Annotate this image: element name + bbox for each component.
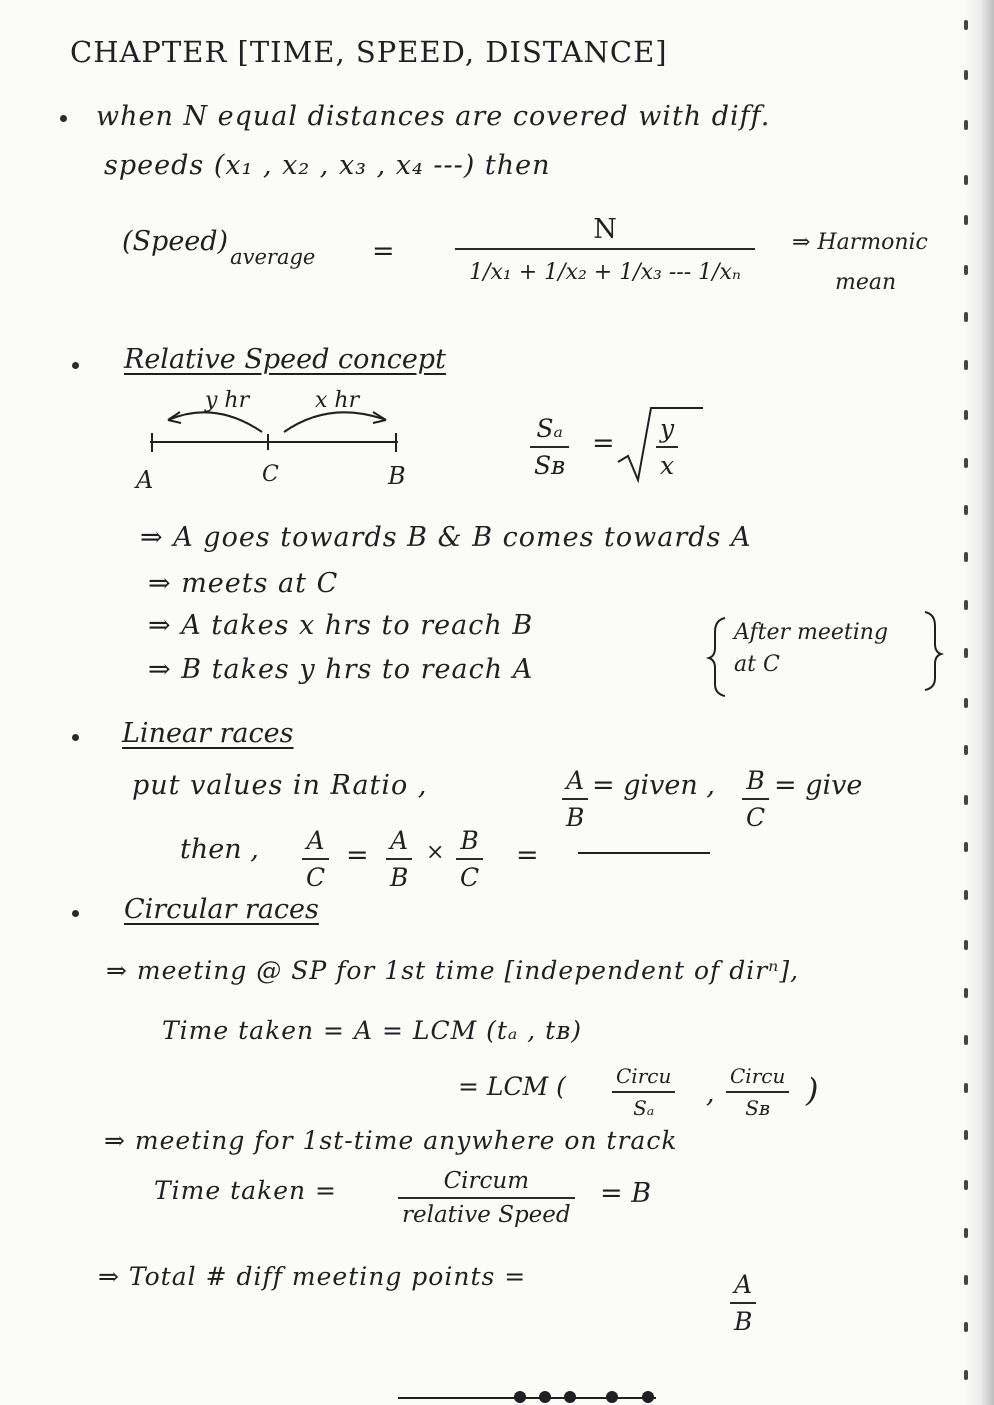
bottom-dot-4 (606, 1391, 618, 1403)
circum-num: Circum (443, 1168, 530, 1194)
circular-races-title: Circular races (124, 894, 319, 925)
arrow-left-curve (168, 412, 262, 432)
circum-relative-fraction (398, 1168, 575, 1228)
product-ratio-b-c (456, 826, 483, 892)
binding-holes (962, 0, 970, 1405)
speed-label: (Speed) (122, 226, 229, 257)
ratio-a-b-given: = given , (592, 770, 715, 801)
lcm-comma: , (706, 1078, 715, 1109)
time-taken-2: Time taken = (154, 1176, 338, 1205)
speed-ratio-equals: = (592, 428, 615, 459)
ratio-b-c-den: C (746, 803, 766, 832)
root-denominator: x (660, 451, 675, 480)
total-meeting-points: ⇒ Total # diff meeting points = (98, 1262, 527, 1291)
product-ab-den: B (390, 863, 409, 892)
bullet-circular (72, 910, 79, 917)
root-fraction (656, 414, 678, 480)
speed-ratio-denominator: Sʙ (534, 451, 566, 480)
relative-line-2: ⇒ meets at C (148, 568, 339, 599)
speed-ratio-fraction (530, 414, 569, 480)
bottom-dot-5 (642, 1391, 654, 1403)
linear-eq2: = (516, 840, 539, 871)
average-subscript: average (230, 245, 316, 269)
chapter-heading: CHAPTER [TIME, SPEED, DISTANCE] (70, 35, 668, 69)
harmonic-equals: = (372, 236, 395, 267)
linear-races-title: Linear races (122, 718, 294, 749)
lcm-suffix: ) (806, 1071, 819, 1109)
linear-eq1: = (346, 840, 369, 871)
relative-line-1: ⇒ A goes towards B & B comes towards A (140, 522, 752, 553)
bracket-line-2: at C (734, 652, 780, 677)
target-num: A (306, 826, 325, 855)
target-den: C (306, 863, 326, 892)
product-ab-num: A (390, 826, 409, 855)
bottom-dot-2 (539, 1391, 551, 1403)
total-ratio-den: B (734, 1307, 753, 1336)
circu-sb-den: Sʙ (745, 1096, 771, 1120)
right-bracket-close (925, 612, 941, 690)
meeting-anywhere-line: ⇒ meeting for 1st-time anywhere on track (104, 1126, 678, 1155)
bullet-linear (72, 734, 79, 741)
equals-b: = B (600, 1178, 652, 1209)
circu-sa-fraction (612, 1064, 675, 1120)
ratio-b-c-num: B (746, 766, 765, 795)
harmonic-numerator: N (593, 214, 617, 245)
ratio-b-c-given: = give (774, 770, 863, 801)
circu-sb-num: Circu (730, 1064, 786, 1088)
diagram-point-a: A (136, 466, 154, 494)
harmonic-denominator: 1/x₁ + 1/x₂ + 1/x₃ --- 1/xₙ (469, 260, 741, 285)
product-ratio-a-b (386, 826, 412, 892)
diagram-right-time: x hr (315, 388, 360, 413)
harmonic-intro-line1: when N equal distances are covered with diff. (96, 101, 771, 132)
diagram-point-b: B (388, 462, 406, 490)
circum-den: relative Speed (402, 1202, 571, 1228)
ratio-a-b-num: A (566, 766, 585, 795)
circu-sb-fraction (726, 1064, 789, 1120)
linear-times: × (426, 840, 445, 865)
harmonic-intro-line2: speeds (x₁ , x₂ , x₃ , x₄ ---) then (104, 150, 551, 181)
bracket-line-1: After meeting (734, 620, 889, 645)
total-ratio-num: A (734, 1270, 753, 1299)
bottom-dot-1 (514, 1391, 526, 1403)
product-bc-den: C (460, 863, 480, 892)
total-ratio-fraction (730, 1270, 756, 1336)
target-ratio-a-c (302, 826, 329, 892)
ratio-a-b (562, 766, 588, 832)
meeting-sp-line: ⇒ meeting @ SP for 1st time [independent of dirⁿ], (106, 956, 800, 985)
harmonic-note-line2: mean (835, 270, 897, 295)
circu-sa-num: Circu (616, 1064, 672, 1088)
relative-line-3: ⇒ A takes x hrs to reach B (148, 610, 534, 641)
relative-line-4: ⇒ B takes y hrs to reach A (148, 654, 534, 685)
ratio-a-b-den: B (566, 803, 585, 832)
put-values-text: put values in Ratio , (132, 770, 428, 801)
arrow-right-curve (284, 412, 386, 432)
speed-ratio-numerator: Sₐ (536, 414, 563, 443)
bottom-dot-3 (564, 1391, 576, 1403)
product-bc-num: B (460, 826, 479, 855)
time-taken-lcm: Time taken = A = LCM (tₐ , tʙ) (162, 1016, 583, 1045)
relative-speed-title: Relative Speed concept (124, 344, 446, 375)
ratio-b-c (742, 766, 769, 832)
harmonic-note-line1: ⇒ Harmonic (792, 230, 928, 255)
circu-sa-den: Sₐ (633, 1096, 655, 1120)
lcm-prefix: = LCM ( (458, 1072, 566, 1101)
right-bracket-open (709, 618, 725, 696)
diagram-point-c: C (262, 462, 279, 487)
then-text: then , (180, 834, 259, 865)
diagram-left-time: y hr (205, 388, 250, 413)
root-numerator: y (660, 414, 675, 443)
